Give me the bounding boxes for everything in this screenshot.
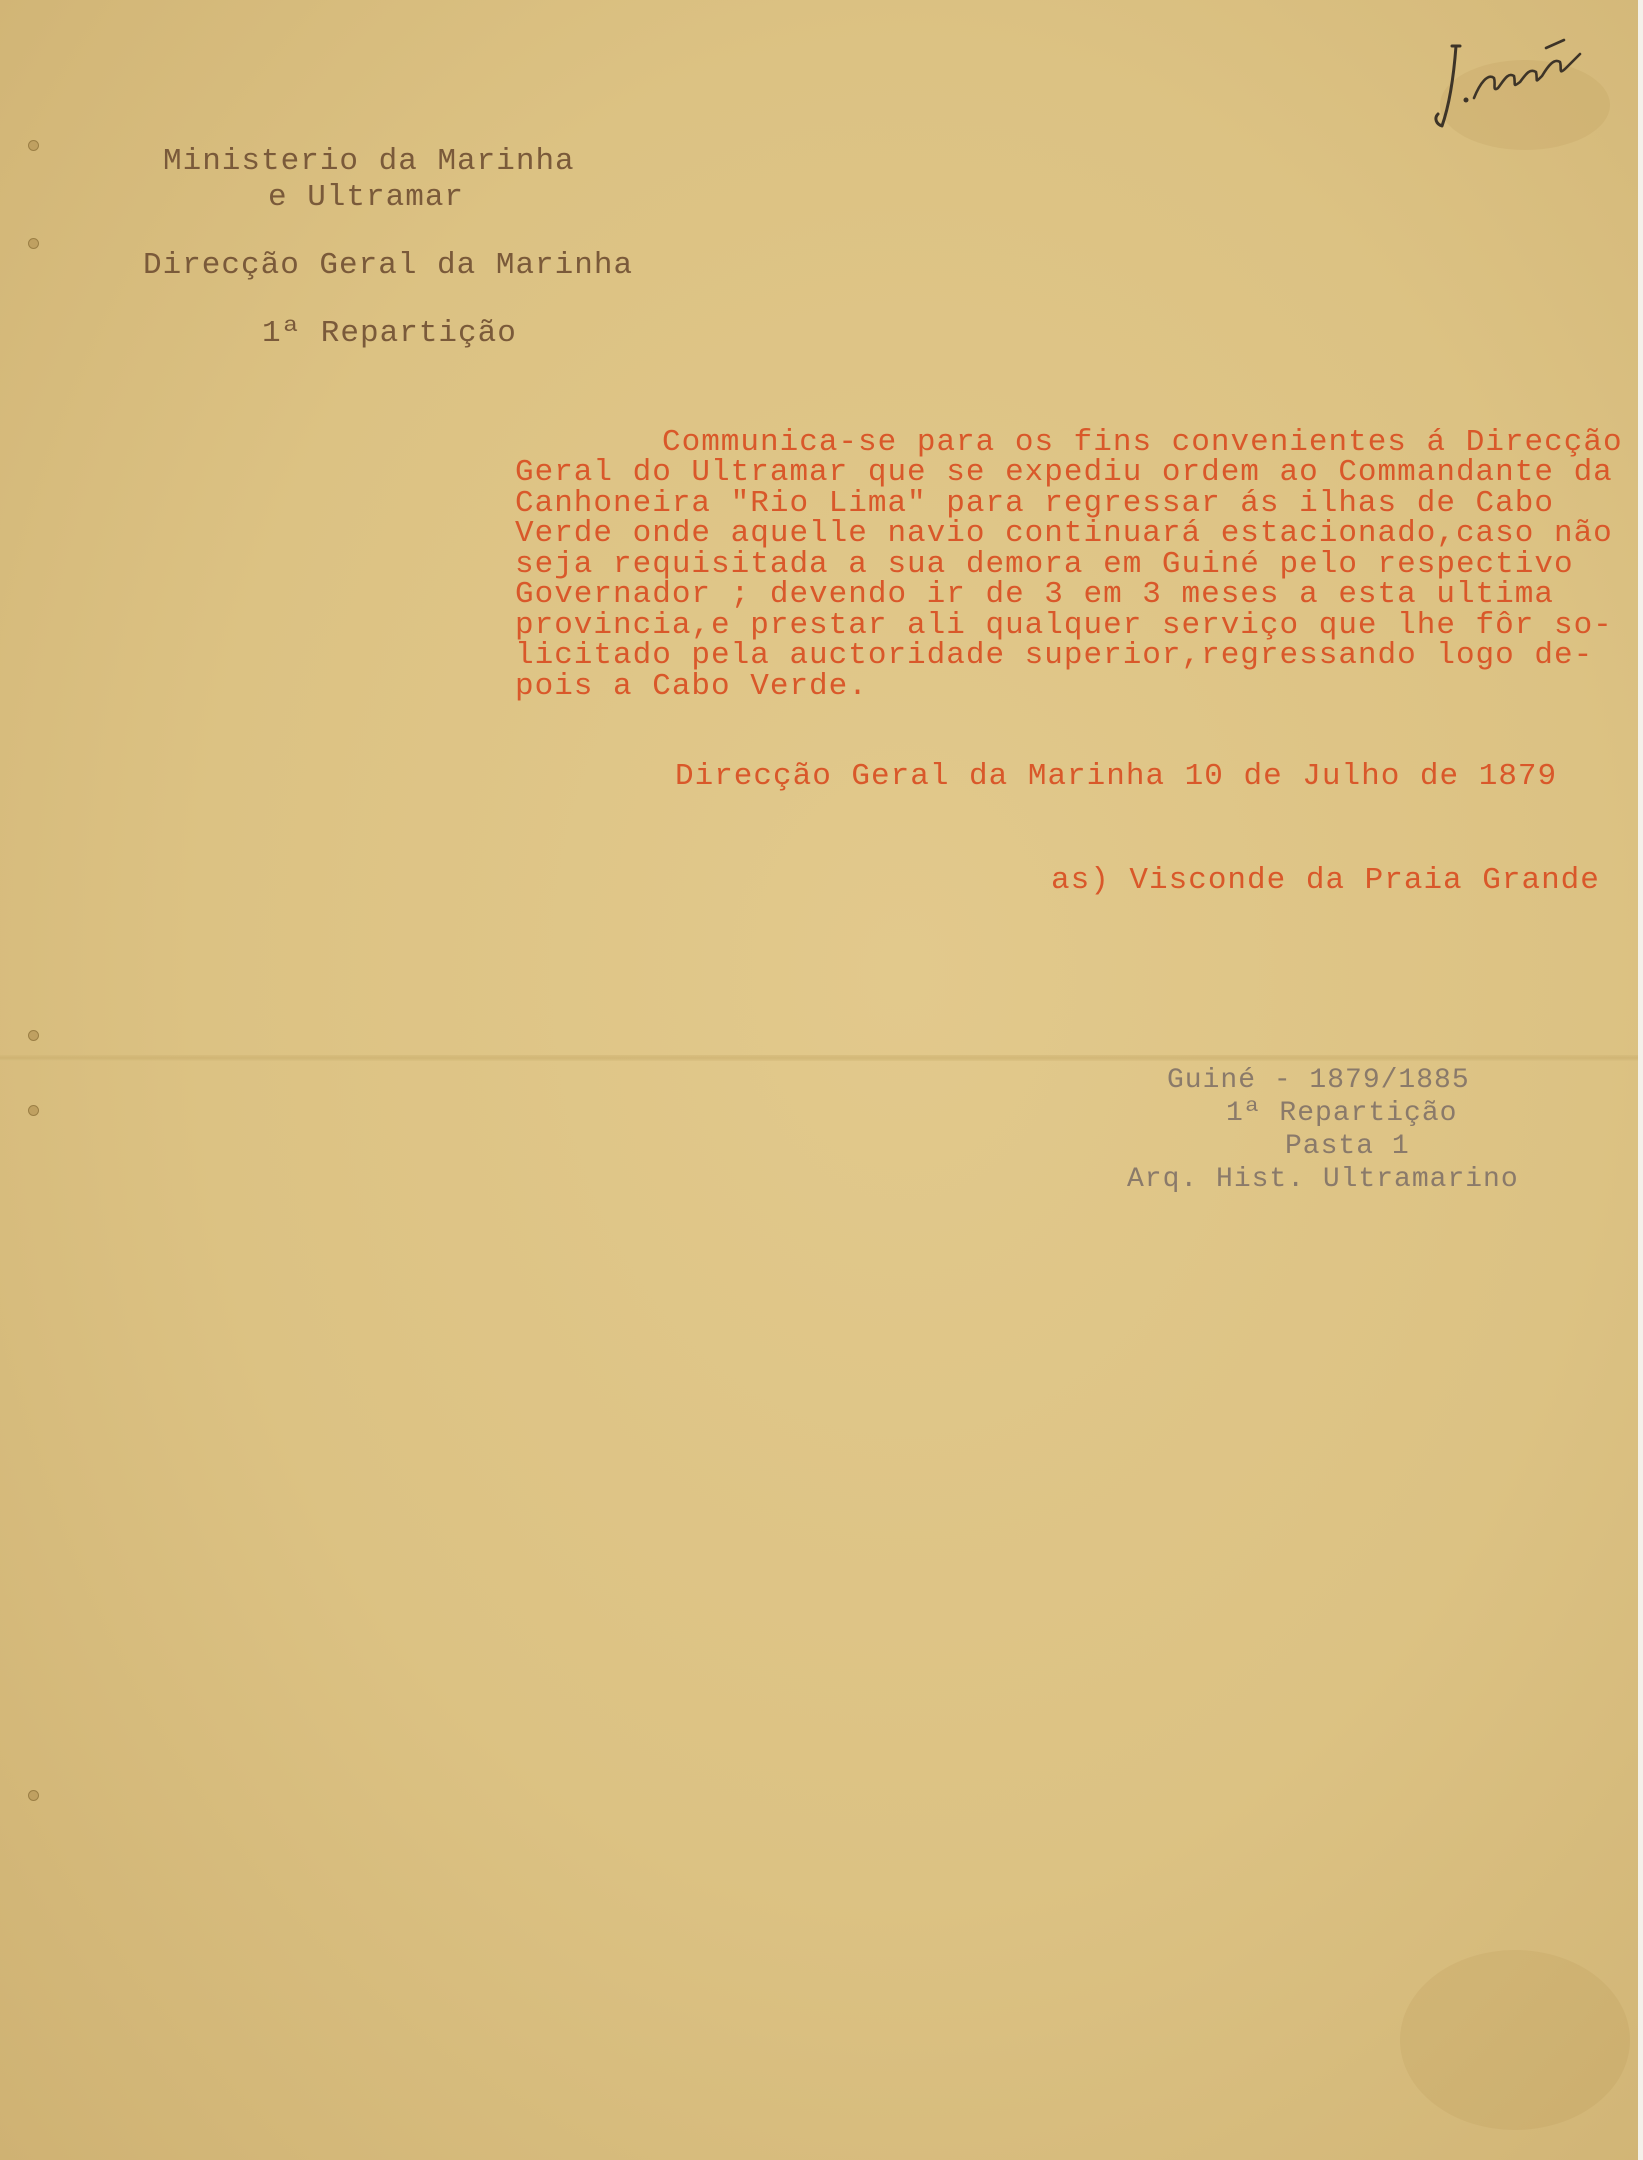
archive-line: Pasta 1 [1285, 1131, 1410, 1162]
punch-hole [28, 1030, 39, 1041]
handwritten-signature [1430, 28, 1590, 133]
signed-line: as) Visconde da Praia Grande [1051, 863, 1600, 898]
directorate-name: Direcção Geral da Marinha [143, 248, 634, 283]
body-line: licitado pela auctoridade superior,regressando logo de- [515, 638, 1594, 673]
paper-stain [1400, 1950, 1630, 2130]
body-line: Communica-se para os fins convenientes á Direcção [662, 425, 1623, 460]
body-line: pois a Cabo Verde. [515, 669, 868, 704]
ministry-name-line2: e Ultramar [268, 180, 465, 215]
date-line: Direcção Geral da Marinha 10 de Julho de 1879 [675, 759, 1558, 794]
body-line: Geral do Ultramar que se expediu ordem ao Commandante da [515, 455, 1613, 490]
body-line: Canhoneira "Rio Lima" para regressar ás ilhas de Cabo [515, 486, 1554, 521]
archive-line: 1ª Repartição [1226, 1098, 1458, 1129]
body-line: Verde onde aquelle navio continuará estacionado,caso não [515, 516, 1613, 551]
body-line: Governador ; devendo ir de 3 em 3 meses a esta ultima [515, 577, 1554, 612]
section-name: 1ª Repartição [262, 316, 517, 351]
archive-line: Guiné - 1879/1885 [1167, 1065, 1470, 1096]
body-line: provincia,e prestar ali qualquer serviço que lhe fôr so- [515, 608, 1613, 643]
punch-hole [28, 238, 39, 249]
punch-hole [28, 140, 39, 151]
punch-hole [28, 1790, 39, 1801]
ministry-name: Ministerio da Marinha [163, 144, 575, 179]
body-line: seja requisitada a sua demora em Guiné pelo respectivo [515, 547, 1574, 582]
paper-fold-crease [0, 1055, 1643, 1061]
page-edge [1638, 0, 1643, 2160]
archive-line: Arq. Hist. Ultramarino [1127, 1164, 1519, 1195]
punch-hole [28, 1105, 39, 1116]
